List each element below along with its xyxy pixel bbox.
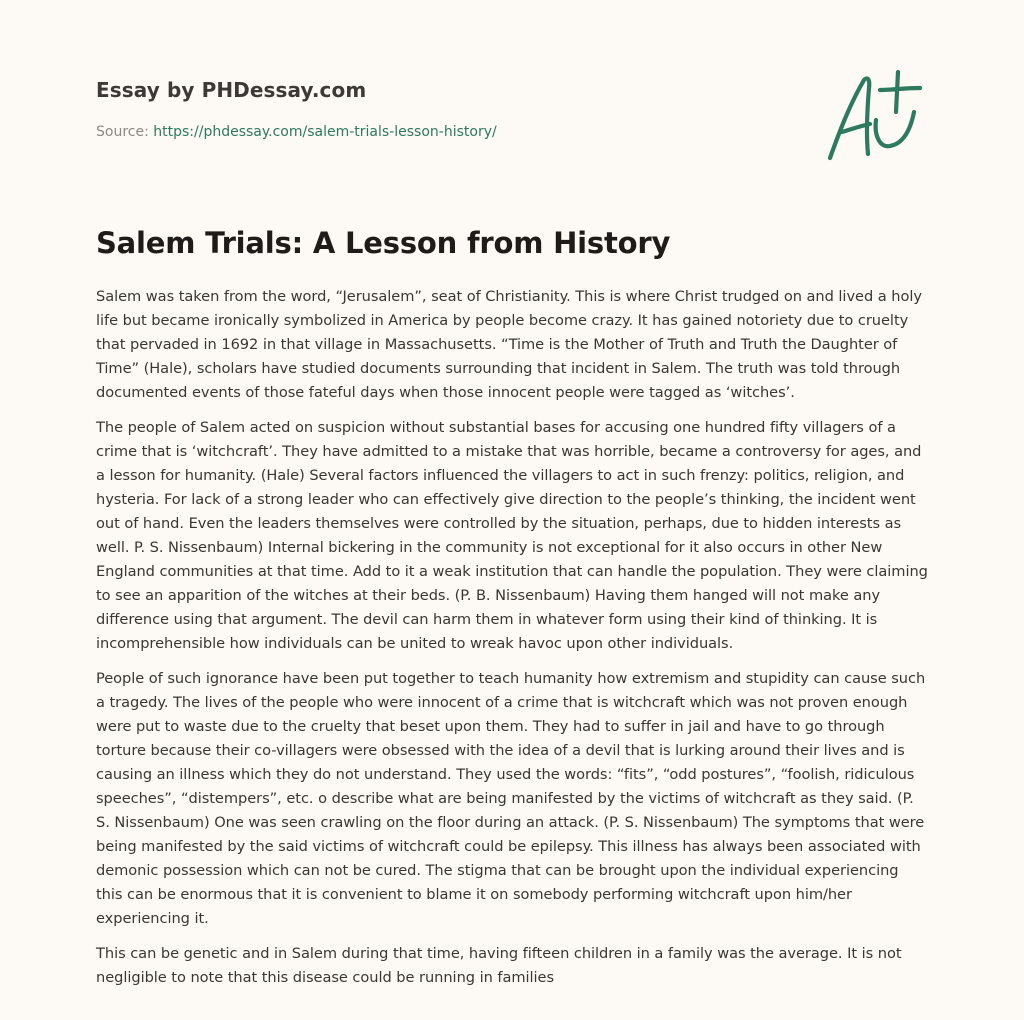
- essay-body: [96, 285, 928, 1001]
- essay-paragraph: This can be genetic and in Salem during that time, having fifteen children in a family was the average. It is not negligible to note that this disease could be running in families: [96, 945, 902, 986]
- source-label: Source:: [96, 124, 149, 140]
- essay-title: Salem Trials: A Lesson from History: [96, 226, 671, 260]
- essay-paragraph: People of such ignorance have been put together to teach humanity how extremism and stupidity can cause such a tragedy. The lives of the people who were innocent of a crime that is witchcraft which was not proven enough were put to waste due to the cruelty that beset upon them. They had to suffer in jail and have to go through torture because their co-villagers were obsessed with the idea of a devil that is lurking around their lives and is causing an illness which they do not understand. They used the words: “fits”, “odd postures”, “foolish, ridiculous speeches”, “distempers”, etc. o describe what are being manifested by the victims of witchcraft as they said. (P. S. Nissenbaum) One was seen crawling on the floor during an attack. (P. S. Nissenbaum) The symptoms that were being manifested by the said victims of witchcraft could be epilepsy. This illness has always been associated with demonic possession which can not be cured. The stigma that can be brought upon the individual experiencing this can be enormous that it is convenient to blame it on somebody performing witchcraft upon him/her experiencing it.: [96, 670, 926, 927]
- source-link[interactable]: https://phdessay.com/salem-trials-lesson-history/: [153, 124, 497, 140]
- a-plus-logo: [824, 68, 928, 164]
- essay-paragraph: Salem was taken from the word, “Jerusalem”, seat of Christianity. This is where Christ trudged on and lived a holy life but became ironically symbolized in America by people become crazy. It has gained notoriety due to cruelty that pervaded in 1692 in that village in Massachusetts. “Time is the Mother of Truth and Truth the Daughter of Time” (Hale), scholars have studied documents surrounding that incident in Salem. The truth was told through documented events of those fateful days when those innocent people were tagged as ‘witches’.: [96, 288, 922, 401]
- essay-paragraph: The people of Salem acted on suspicion without substantial bases for accusing one hundred fifty villagers of a crime that is ‘witchcraft’. They have admitted to a mistake that was horrible, became a controversy for ages, and a lesson for humanity. (Hale) Several factors influenced the villagers to act in such frenzy: politics, religion, and hysteria. For lack of a strong leader who can effectively give direction to the people’s thinking, the incident went out of hand. Even the leaders themselves were controlled by the situation, perhaps, due to hidden interests as well. P. S. Nissenbaum) Internal bickering in the community is not exceptional for it also occurs in other New England communities at that time. Add to it a weak institution that can handle the population. They were claiming to see an apparition of the witches at their beds. (P. B. Nissenbaum) Having them hanged will not make any difference using that argument. The devil can harm them in whatever form using their kind of thinking. It is incomprehensible how individuals can be united to wreak havoc upon other individuals.: [96, 419, 928, 652]
- site-title: Essay by PHDessay.com: [96, 78, 367, 102]
- source-line: [96, 124, 497, 140]
